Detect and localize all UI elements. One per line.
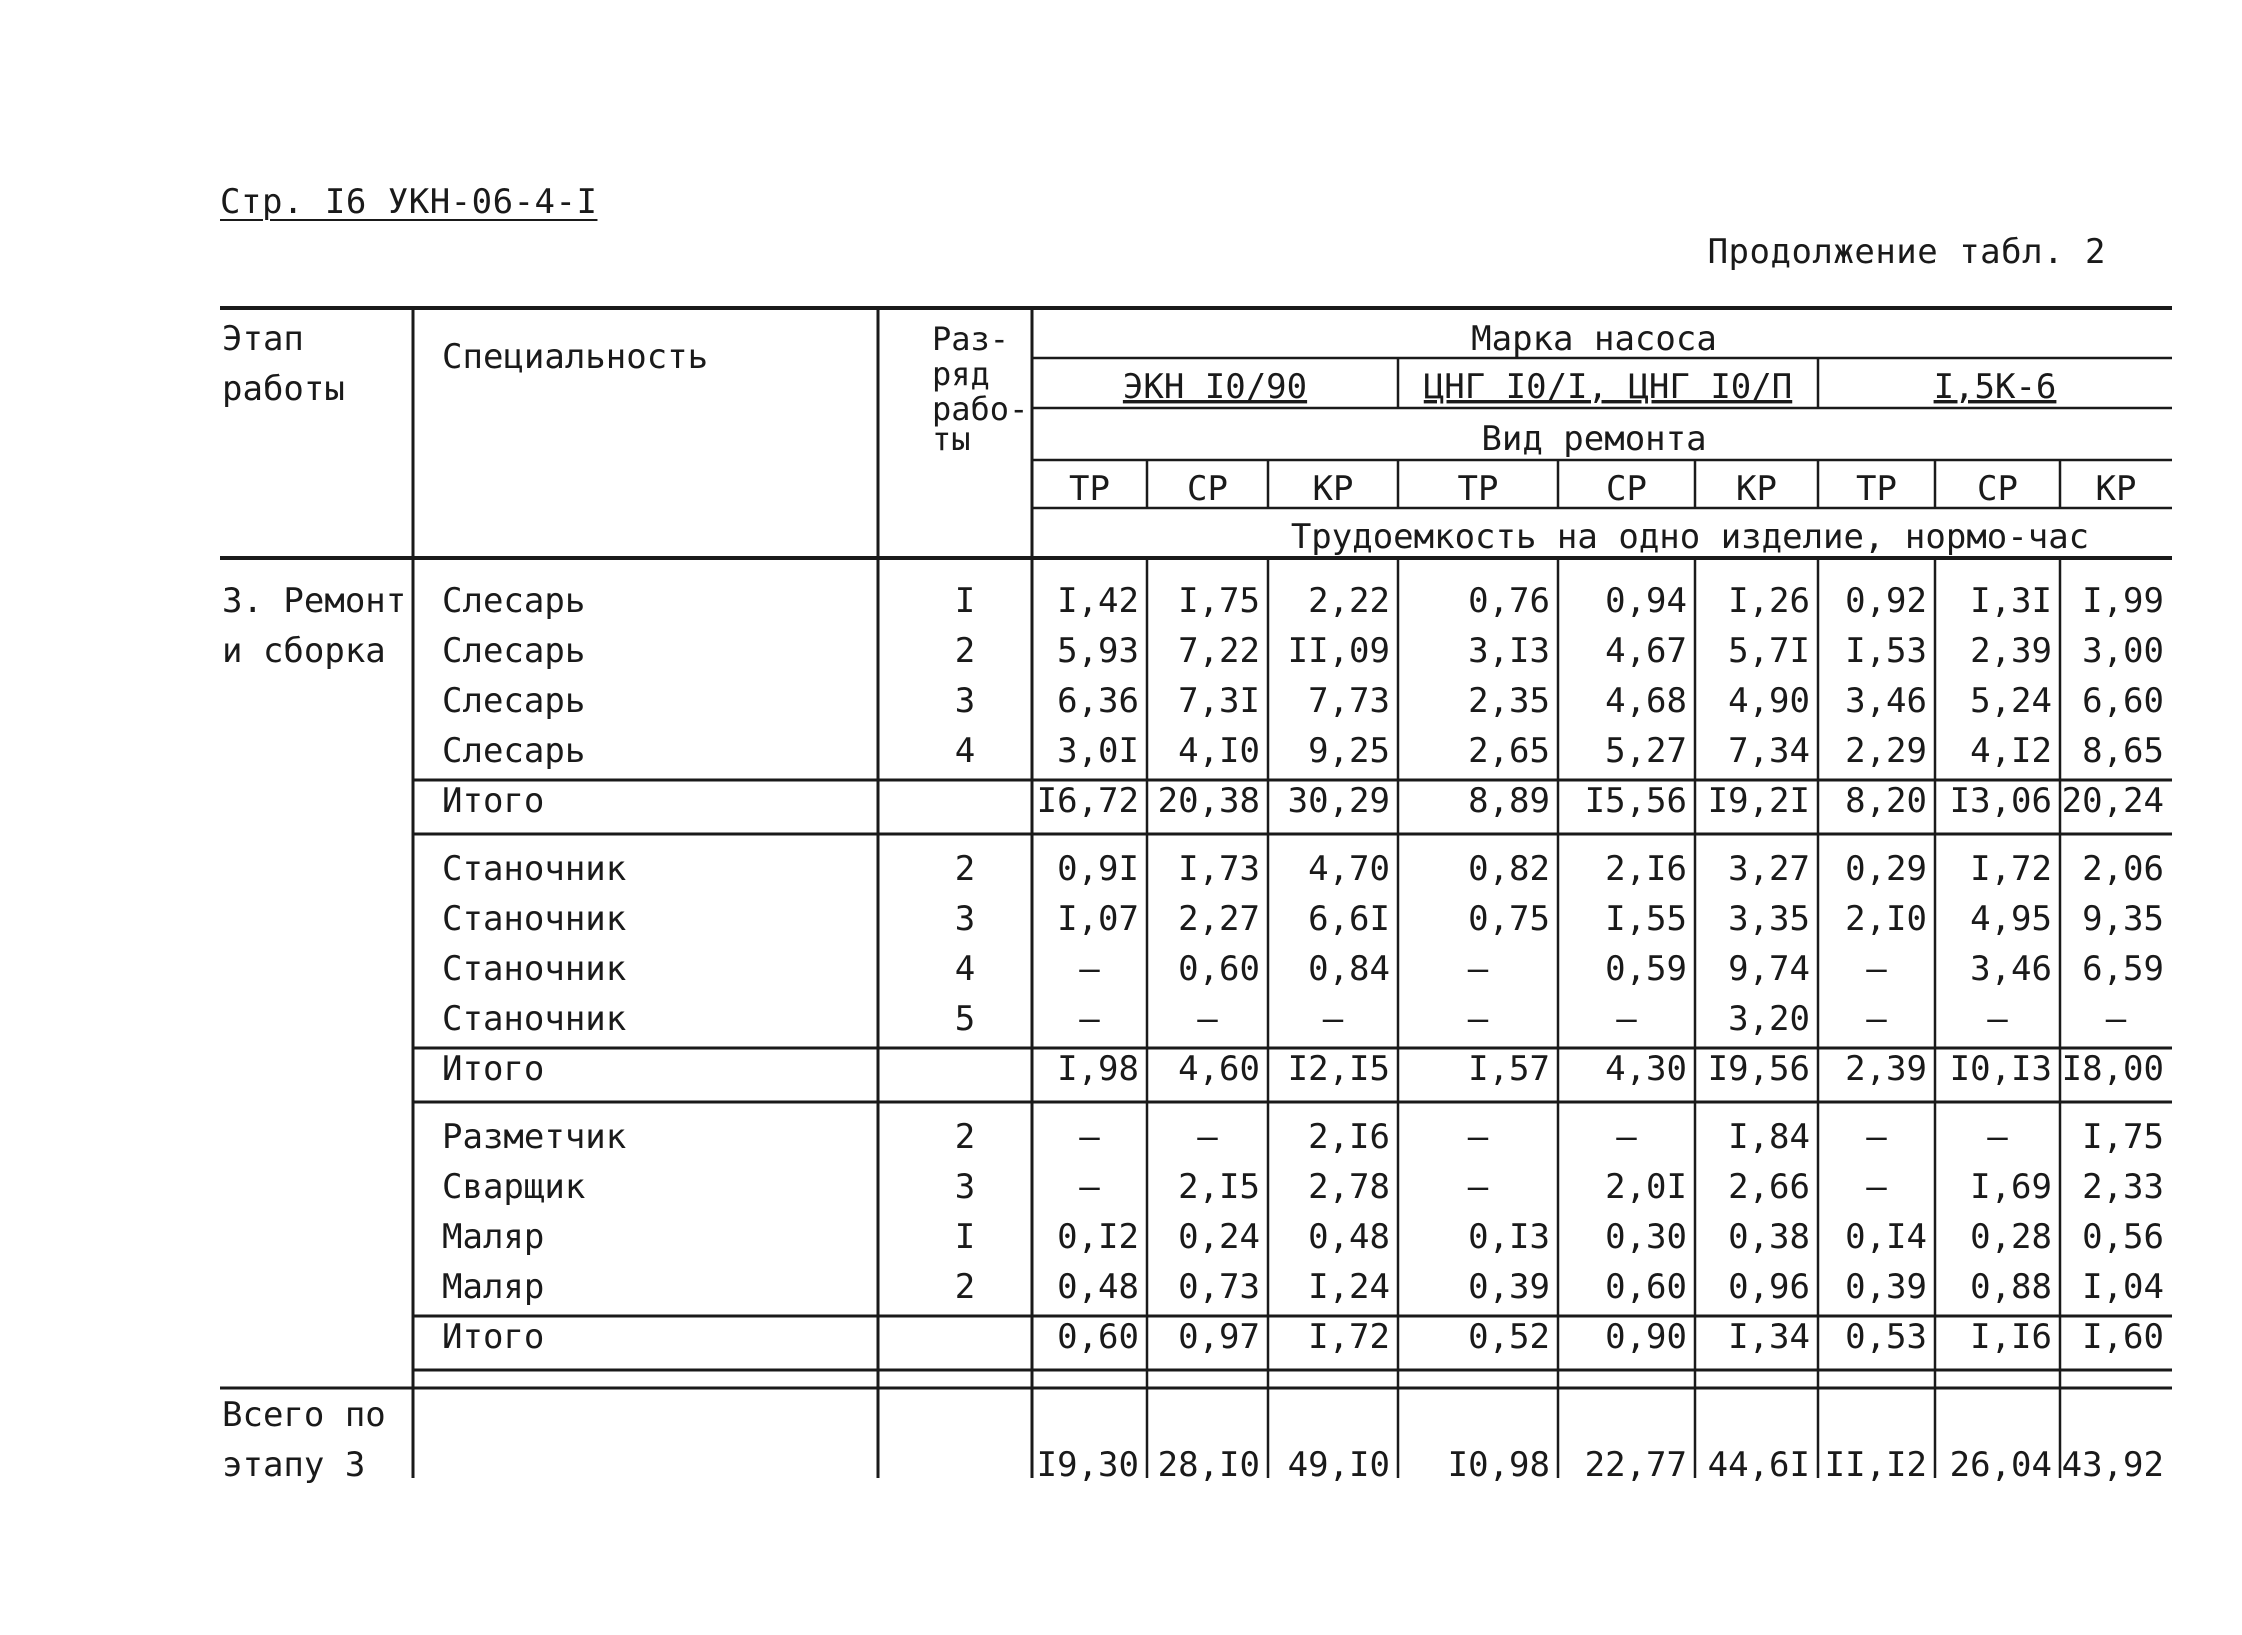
value-cell: 0,48 — [1308, 1217, 1390, 1257]
header-grade: ряд — [932, 355, 990, 393]
value-cell: I,53 — [1845, 631, 1927, 671]
value-cell: I,75 — [2082, 1117, 2164, 1157]
value-cell: 2,I6 — [1308, 1117, 1390, 1157]
header-stage: Этап — [222, 319, 304, 359]
value-cell: I,04 — [2082, 1267, 2164, 1307]
value-cell: 0,39 — [1468, 1267, 1550, 1307]
value-cell: I,55 — [1605, 899, 1687, 939]
value-cell: 2,66 — [1728, 1167, 1810, 1207]
value-cell: – — [1987, 1117, 2008, 1157]
value-cell: 0,82 — [1468, 849, 1550, 889]
page-reference: Стр. I6 УКН-06-4-I — [220, 182, 598, 222]
header-repair-kind: ТР — [1457, 469, 1499, 509]
value-cell: – — [1467, 949, 1489, 989]
value-cell: 3,20 — [1728, 999, 1810, 1039]
value-cell: – — [1079, 949, 1100, 989]
value-cell: 3,I3 — [1468, 631, 1550, 671]
total-value-cell: 0,97 — [1178, 1317, 1260, 1357]
grade-cell: 4 — [954, 949, 976, 989]
total-value-cell: 2,39 — [1845, 1049, 1927, 1089]
total-value-cell: I9,2I — [1707, 781, 1810, 821]
table-continuation-label: Продолжение табл. 2 — [1707, 232, 2106, 272]
value-cell: 2,35 — [1468, 681, 1550, 721]
value-cell: 3,00 — [2082, 631, 2164, 671]
value-cell: 0,96 — [1728, 1267, 1810, 1307]
total-value-cell: 4,60 — [1178, 1049, 1260, 1089]
total-value-cell: I,34 — [1728, 1317, 1810, 1357]
grade-cell: 3 — [954, 899, 976, 939]
specialty-cell: Станочник — [442, 849, 627, 889]
value-cell: 7,22 — [1178, 631, 1260, 671]
value-cell: 9,25 — [1308, 731, 1390, 771]
header-stage: работы — [222, 369, 345, 409]
value-cell: 0,24 — [1178, 1217, 1260, 1257]
value-cell: 0,I3 — [1468, 1217, 1550, 1257]
value-cell: II,09 — [1287, 631, 1390, 671]
value-cell: – — [1197, 999, 1218, 1039]
value-cell: 0,84 — [1308, 949, 1390, 989]
specialty-cell: Станочник — [442, 999, 627, 1039]
header-pump-brand: Марка насоса — [1471, 319, 1717, 359]
value-cell: 3,0I — [1057, 731, 1139, 771]
value-cell: – — [1866, 999, 1887, 1039]
value-cell: 7,73 — [1308, 681, 1390, 721]
value-cell: 2,06 — [2082, 849, 2164, 889]
value-cell: 0,60 — [1605, 1267, 1687, 1307]
specialty-cell: Станочник — [442, 899, 627, 939]
value-cell: – — [1866, 1167, 1887, 1207]
value-cell: – — [1467, 1167, 1489, 1207]
grand-total-value: 26,04 — [1949, 1445, 2052, 1485]
value-cell: – — [1866, 949, 1887, 989]
value-cell: – — [1079, 1117, 1100, 1157]
grand-total-value: I9,30 — [1036, 1445, 1139, 1485]
value-cell: 0,88 — [1970, 1267, 2052, 1307]
total-value-cell: 4,30 — [1605, 1049, 1687, 1089]
total-value-cell: 30,29 — [1287, 781, 1390, 821]
value-cell: I,99 — [2082, 581, 2164, 621]
stage-label: 3. Ремонт — [222, 581, 407, 621]
value-cell: 0,94 — [1605, 581, 1687, 621]
total-value-cell: I9,56 — [1707, 1049, 1810, 1089]
specialty-cell: Маляр — [442, 1267, 545, 1307]
specialty-cell: Сварщик — [442, 1167, 586, 1207]
header-repair-kind: КР — [1736, 469, 1777, 509]
value-cell: 0,73 — [1178, 1267, 1260, 1307]
header-grade: ты — [932, 420, 971, 458]
specialty-cell: Слесарь — [442, 581, 586, 621]
grade-cell: 2 — [954, 849, 976, 889]
specialty-cell: Слесарь — [442, 681, 586, 721]
value-cell: 0,28 — [1970, 1217, 2052, 1257]
grade-cell: I — [954, 581, 976, 621]
grade-cell: 4 — [954, 731, 976, 771]
value-cell: 8,65 — [2082, 731, 2164, 771]
header-grade: рабо- — [932, 390, 1029, 428]
value-cell: 4,90 — [1728, 681, 1810, 721]
value-cell: 0,30 — [1605, 1217, 1687, 1257]
value-cell: 6,36 — [1057, 681, 1139, 721]
value-cell: 0,76 — [1468, 581, 1550, 621]
header-labor-unit: Трудоемкость на одно изделие, нормо-час — [1290, 517, 2090, 557]
grand-total-value: 44,6I — [1707, 1445, 1810, 1485]
grade-cell: I — [954, 1217, 976, 1257]
value-cell: – — [2105, 999, 2127, 1039]
total-value-cell: 20,38 — [1157, 781, 1260, 821]
header-repair-kind: КР — [2095, 469, 2137, 509]
value-cell: 0,38 — [1728, 1217, 1810, 1257]
total-value-cell: 8,20 — [1845, 781, 1927, 821]
grand-total-value: 28,I0 — [1157, 1445, 1260, 1485]
value-cell: – — [1616, 999, 1637, 1039]
value-cell: 5,24 — [1970, 681, 2052, 721]
value-cell: – — [1987, 999, 2008, 1039]
value-cell: 2,65 — [1468, 731, 1550, 771]
header-repair-kind: СР — [1187, 469, 1228, 509]
header-pump-name: I,5К-6 — [1933, 367, 2057, 407]
value-cell: – — [1467, 999, 1489, 1039]
value-cell: 2,I0 — [1845, 899, 1927, 939]
value-cell: 6,60 — [2082, 681, 2164, 721]
total-value-cell: I0,I3 — [1949, 1049, 2052, 1089]
value-cell: 0,59 — [1605, 949, 1687, 989]
grand-total-value: II,I2 — [1824, 1445, 1927, 1485]
value-cell: 7,3I — [1178, 681, 1260, 721]
total-value-cell: 20,24 — [2061, 781, 2164, 821]
header-repair-kind: ТР — [1856, 469, 1897, 509]
value-cell: 0,I4 — [1845, 1217, 1927, 1257]
header-grade: Раз- — [932, 320, 1010, 358]
total-label: Итого — [442, 781, 545, 821]
total-value-cell: I5,56 — [1584, 781, 1687, 821]
total-value-cell: I6,72 — [1036, 781, 1139, 821]
value-cell: – — [1616, 1117, 1637, 1157]
total-value-cell: I,I6 — [1970, 1317, 2052, 1357]
value-cell: I,69 — [1970, 1167, 2052, 1207]
value-cell: – — [1322, 999, 1344, 1039]
grade-cell: 5 — [954, 999, 976, 1039]
total-value-cell: I,98 — [1057, 1049, 1139, 1089]
grand-total-value: 49,I0 — [1287, 1445, 1390, 1485]
total-value-cell: 0,60 — [1057, 1317, 1139, 1357]
value-cell: 4,67 — [1605, 631, 1687, 671]
table-header — [222, 319, 2136, 557]
value-cell: 5,93 — [1057, 631, 1139, 671]
total-value-cell: I3,06 — [1949, 781, 2052, 821]
grade-cell: 2 — [954, 1117, 976, 1157]
value-cell: 0,56 — [2082, 1217, 2164, 1257]
specialty-cell: Маляр — [442, 1217, 545, 1257]
value-cell: – — [1866, 1117, 1887, 1157]
value-cell: 0,29 — [1845, 849, 1927, 889]
total-value-cell: 0,90 — [1605, 1317, 1687, 1357]
total-value-cell: 8,89 — [1468, 781, 1550, 821]
header-repair-kind: КР — [1312, 469, 1354, 509]
value-cell: – — [1079, 999, 1100, 1039]
value-cell: 4,I0 — [1178, 731, 1260, 771]
grand-total-label: этапу 3 — [222, 1445, 366, 1485]
value-cell: 2,I5 — [1178, 1167, 1260, 1207]
specialty-cell: Разметчик — [442, 1117, 627, 1157]
grand-total-value: 22,77 — [1584, 1445, 1687, 1485]
header-pump-name: ЭКН I0/90 — [1122, 367, 1308, 407]
header-repair-type: Вид ремонта — [1481, 419, 1707, 459]
grand-total-value: 43,92 — [2061, 1445, 2164, 1485]
value-cell: 9,35 — [2082, 899, 2164, 939]
value-cell: 2,I6 — [1605, 849, 1687, 889]
value-cell: 6,59 — [2082, 949, 2164, 989]
grand-total-label: Всего по — [222, 1395, 386, 1435]
total-value-cell: I8,00 — [2061, 1049, 2164, 1089]
value-cell: 2,0I — [1605, 1167, 1687, 1207]
header-specialty: Специальность — [442, 337, 709, 377]
value-cell: 7,34 — [1728, 731, 1810, 771]
total-value-cell: I2,I5 — [1287, 1049, 1390, 1089]
value-cell: 6,6I — [1308, 899, 1390, 939]
specialty-cell: Станочник — [442, 949, 627, 989]
total-value-cell: I,57 — [1468, 1049, 1550, 1089]
value-cell: I,84 — [1728, 1117, 1810, 1157]
value-cell: 9,74 — [1728, 949, 1810, 989]
header-repair-kind: ТР — [1069, 469, 1110, 509]
specialty-cell: Слесарь — [442, 631, 586, 671]
value-cell: 2,27 — [1178, 899, 1260, 939]
stage-label: и сборка — [222, 631, 386, 671]
value-cell: I,3I — [1970, 581, 2052, 621]
total-label: Итого — [442, 1049, 545, 1089]
grand-total-value: I0,98 — [1447, 1445, 1550, 1485]
value-cell: 0,9I — [1057, 849, 1139, 889]
value-cell: 4,68 — [1605, 681, 1687, 721]
table-body — [222, 581, 2164, 1485]
value-cell: 0,60 — [1178, 949, 1260, 989]
value-cell: 0,92 — [1845, 581, 1927, 621]
header-repair-kind: СР — [1606, 469, 1647, 509]
value-cell: 3,46 — [1845, 681, 1927, 721]
value-cell: – — [1197, 1117, 1218, 1157]
value-cell: 2,39 — [1970, 631, 2052, 671]
value-cell: I,24 — [1308, 1267, 1390, 1307]
value-cell: – — [1079, 1167, 1100, 1207]
value-cell: 4,95 — [1970, 899, 2052, 939]
value-cell: – — [1467, 1117, 1489, 1157]
value-cell: 2,29 — [1845, 731, 1927, 771]
header-pump-name: ЦНГ I0/I, ЦНГ I0/П — [1423, 367, 1793, 407]
value-cell: I,72 — [1970, 849, 2052, 889]
grade-cell: 2 — [954, 1267, 976, 1307]
total-label: Итого — [442, 1317, 545, 1357]
grade-cell: 3 — [954, 681, 976, 721]
value-cell: 0,75 — [1468, 899, 1550, 939]
value-cell: I,42 — [1057, 581, 1139, 621]
value-cell: 0,48 — [1057, 1267, 1139, 1307]
value-cell: 3,35 — [1728, 899, 1810, 939]
value-cell: 4,70 — [1308, 849, 1390, 889]
value-cell: 3,27 — [1728, 849, 1810, 889]
specialty-cell: Слесарь — [442, 731, 586, 771]
value-cell: 5,27 — [1605, 731, 1687, 771]
total-value-cell: I,72 — [1308, 1317, 1390, 1357]
grade-cell: 3 — [954, 1167, 976, 1207]
value-cell: I,26 — [1728, 581, 1810, 621]
value-cell: 2,78 — [1308, 1167, 1390, 1207]
value-cell: I,73 — [1178, 849, 1260, 889]
value-cell: 0,39 — [1845, 1267, 1927, 1307]
value-cell: 5,7I — [1728, 631, 1810, 671]
grade-cell: 2 — [954, 631, 976, 671]
value-cell: 0,I2 — [1057, 1217, 1139, 1257]
value-cell: 4,I2 — [1970, 731, 2052, 771]
total-value-cell: I,60 — [2082, 1317, 2164, 1357]
value-cell: 2,22 — [1308, 581, 1390, 621]
value-cell: I,75 — [1178, 581, 1260, 621]
header-repair-kind: СР — [1977, 469, 2018, 509]
value-cell: 3,46 — [1970, 949, 2052, 989]
value-cell: 2,33 — [2082, 1167, 2164, 1207]
value-cell: I,07 — [1057, 899, 1139, 939]
total-value-cell: 0,53 — [1845, 1317, 1927, 1357]
total-value-cell: 0,52 — [1468, 1317, 1550, 1357]
